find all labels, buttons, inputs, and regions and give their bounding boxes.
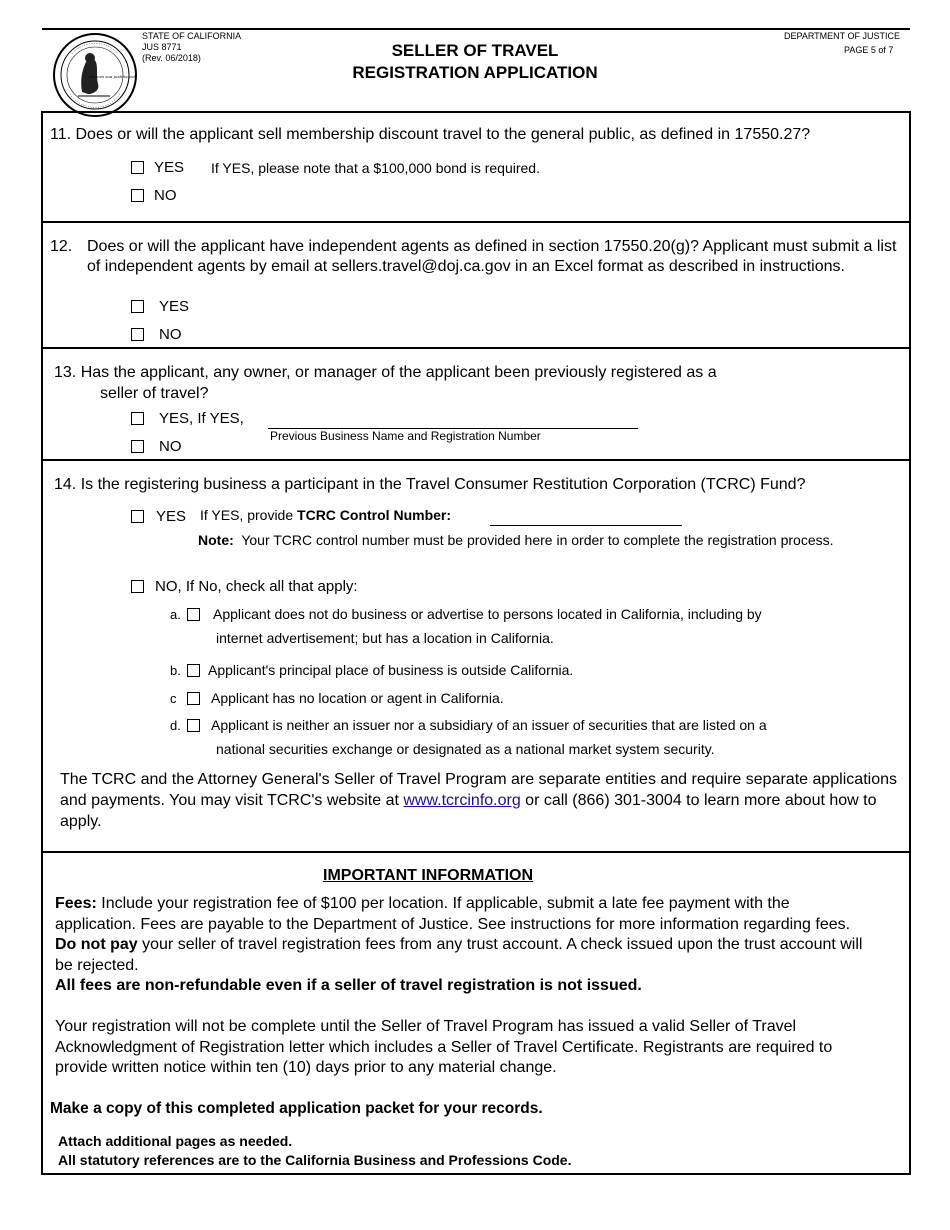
q14-option-a-checkbox[interactable] [187, 608, 200, 621]
registration-paragraph: Your registration will not be complete until the Seller of Travel Program has issued a valid Seller of Travel Acknowledgment of Registration letter which includes a Seller of Travel Certificate. Registrants are required to provide written notice within ten (10) days prior to any material change. [55, 1018, 833, 1076]
q14-footer-text-after: or call (866) 301-3004 to learn more about how to apply. [60, 792, 877, 830]
q13-yes-label: YES, If YES, [159, 410, 244, 427]
q14-option-c-checkbox[interactable] [187, 692, 200, 705]
q14-no-label: NO, If No, check all that apply: [155, 578, 358, 595]
q14-yes-prompt [200, 506, 451, 524]
q14-option-c-line1: Applicant has no location or agent in California. [211, 690, 504, 706]
revision-date: (Rev. 06/2018) [142, 53, 201, 63]
q14-option-b-letter: b. [170, 663, 181, 678]
fees-nonrefundable: All fees are non-refundable even if a seller of travel registration is not issued. [55, 977, 642, 994]
q13-no-label: NO [159, 438, 182, 455]
q12-yes-checkbox[interactable] [131, 300, 144, 313]
q13-field-label: Previous Business Name and Registration Number [270, 429, 541, 443]
q14-footer-text-before: The TCRC and the Attorney General's Seller of Travel Program are separate entities and require separate applications and payments. You may visit TCRC's website at [60, 771, 897, 809]
q14-tcrc-number-field[interactable] [490, 525, 682, 526]
form-number: JUS 8771 [142, 42, 182, 52]
header-top-rule [42, 28, 910, 30]
q11-no-label: NO [154, 187, 177, 204]
q14-option-c-letter: c [170, 691, 177, 706]
divider-q13 [41, 459, 911, 461]
q13-question-line1: 13. Has the applicant, any owner, or manager of the applicant been previously registered as a [54, 364, 717, 381]
q14-note-text: Your TCRC control number must be provided here in order to complete the registration process. [241, 532, 834, 548]
q13-no-checkbox[interactable] [131, 440, 144, 453]
q14-tcrc-footer [60, 769, 900, 832]
q12-no-label: NO [159, 326, 182, 343]
page-number: PAGE 5 of 7 [844, 45, 894, 55]
q12-no-checkbox[interactable] [131, 328, 144, 341]
q11-yes-note: If YES, please note that a $100,000 bond is required. [211, 160, 540, 176]
seal-motto: Merces sua justitia est [89, 74, 135, 79]
q11-question: 11. Does or will the applicant sell membership discount travel to the general public, as defined in 17550.27? [50, 126, 811, 143]
fees-text-1: Include your registration fee of $100 per location. If applicable, submit a late fee payment with the application. Fees are payable to the Department of Justice. See instructions for more information regarding fees. [55, 895, 851, 933]
statutory-note: All statutory references are to the California Business and Professions Code. [58, 1152, 572, 1168]
state-label: STATE OF CALIFORNIA [142, 31, 242, 41]
fees-text-2: your seller of travel registration fees from any trust account. A check issued upon the trust account will be rejected. [55, 936, 863, 974]
fees-do-not-pay: Do not pay [55, 936, 138, 953]
q14-yes-prompt-text: If YES, provide [200, 507, 294, 523]
q13-yes-checkbox[interactable] [131, 412, 144, 425]
q12-number: 12. [50, 238, 73, 255]
q14-option-d-checkbox[interactable] [187, 719, 200, 732]
form-title-line1: SELLER OF TRAVEL [391, 41, 559, 60]
divider-q11 [41, 221, 911, 223]
q14-option-b-line1: Applicant's principal place of business is outside California. [208, 662, 574, 678]
q14-option-d-letter: d. [170, 718, 181, 733]
q11-yes-label: YES [154, 159, 185, 176]
q12-yes-label: YES [159, 298, 190, 315]
q14-option-a-line1: Applicant does not do business or advertise to persons located in California, including by [213, 606, 762, 622]
q11-no-checkbox[interactable] [131, 189, 144, 202]
q14-tcrc-field-label: TCRC Control Number: [297, 507, 452, 523]
q14-option-b-checkbox[interactable] [187, 664, 200, 677]
q14-option-d-line1: Applicant is neither an issuer nor a subsidiary of an issuer of securities that are listed on a [211, 717, 767, 733]
q14-note-label: Note: [198, 532, 234, 548]
copy-note: Make a copy of this completed application packet for your records. [50, 1100, 543, 1117]
q14-yes-label: YES [156, 508, 187, 525]
divider-q14 [41, 851, 911, 853]
q11-yes-checkbox[interactable] [131, 161, 144, 174]
q13-question-line2: seller of travel? [100, 385, 209, 402]
q14-option-a-letter: a. [170, 607, 181, 622]
attach-note: Attach additional pages as needed. [58, 1133, 293, 1149]
q14-option-a-line2: internet advertisement; but has a location in California. [216, 630, 554, 646]
q12-question: Does or will the applicant have independent agents as defined in section 17550.20(g)? Applicant must submit a list of independent agents by email at sellers.travel@doj.ca.gov in an Excel format as described in instructions. [87, 238, 897, 275]
q14-option-d-line2: national securities exchange or designated as a national market system security. [216, 741, 715, 757]
important-info-heading: IMPORTANT INFORMATION [323, 867, 534, 884]
divider-q12 [41, 347, 911, 349]
form-title [280, 40, 670, 84]
fees-paragraph [55, 894, 865, 976]
department-label: DEPARTMENT OF JUSTICE [784, 31, 901, 41]
doj-seal-icon [52, 32, 138, 118]
q14-question: 14. Is the registering business a participant in the Travel Consumer Restitution Corporation (TCRC) Fund? [54, 476, 806, 493]
q14-no-checkbox[interactable] [131, 580, 144, 593]
form-title-line2: REGISTRATION APPLICATION [352, 63, 598, 82]
fees-label: Fees: [55, 895, 97, 912]
tcrc-website-link[interactable]: www.tcrcinfo.org [403, 792, 521, 809]
q14-yes-checkbox[interactable] [131, 510, 144, 523]
q14-note [198, 531, 878, 549]
